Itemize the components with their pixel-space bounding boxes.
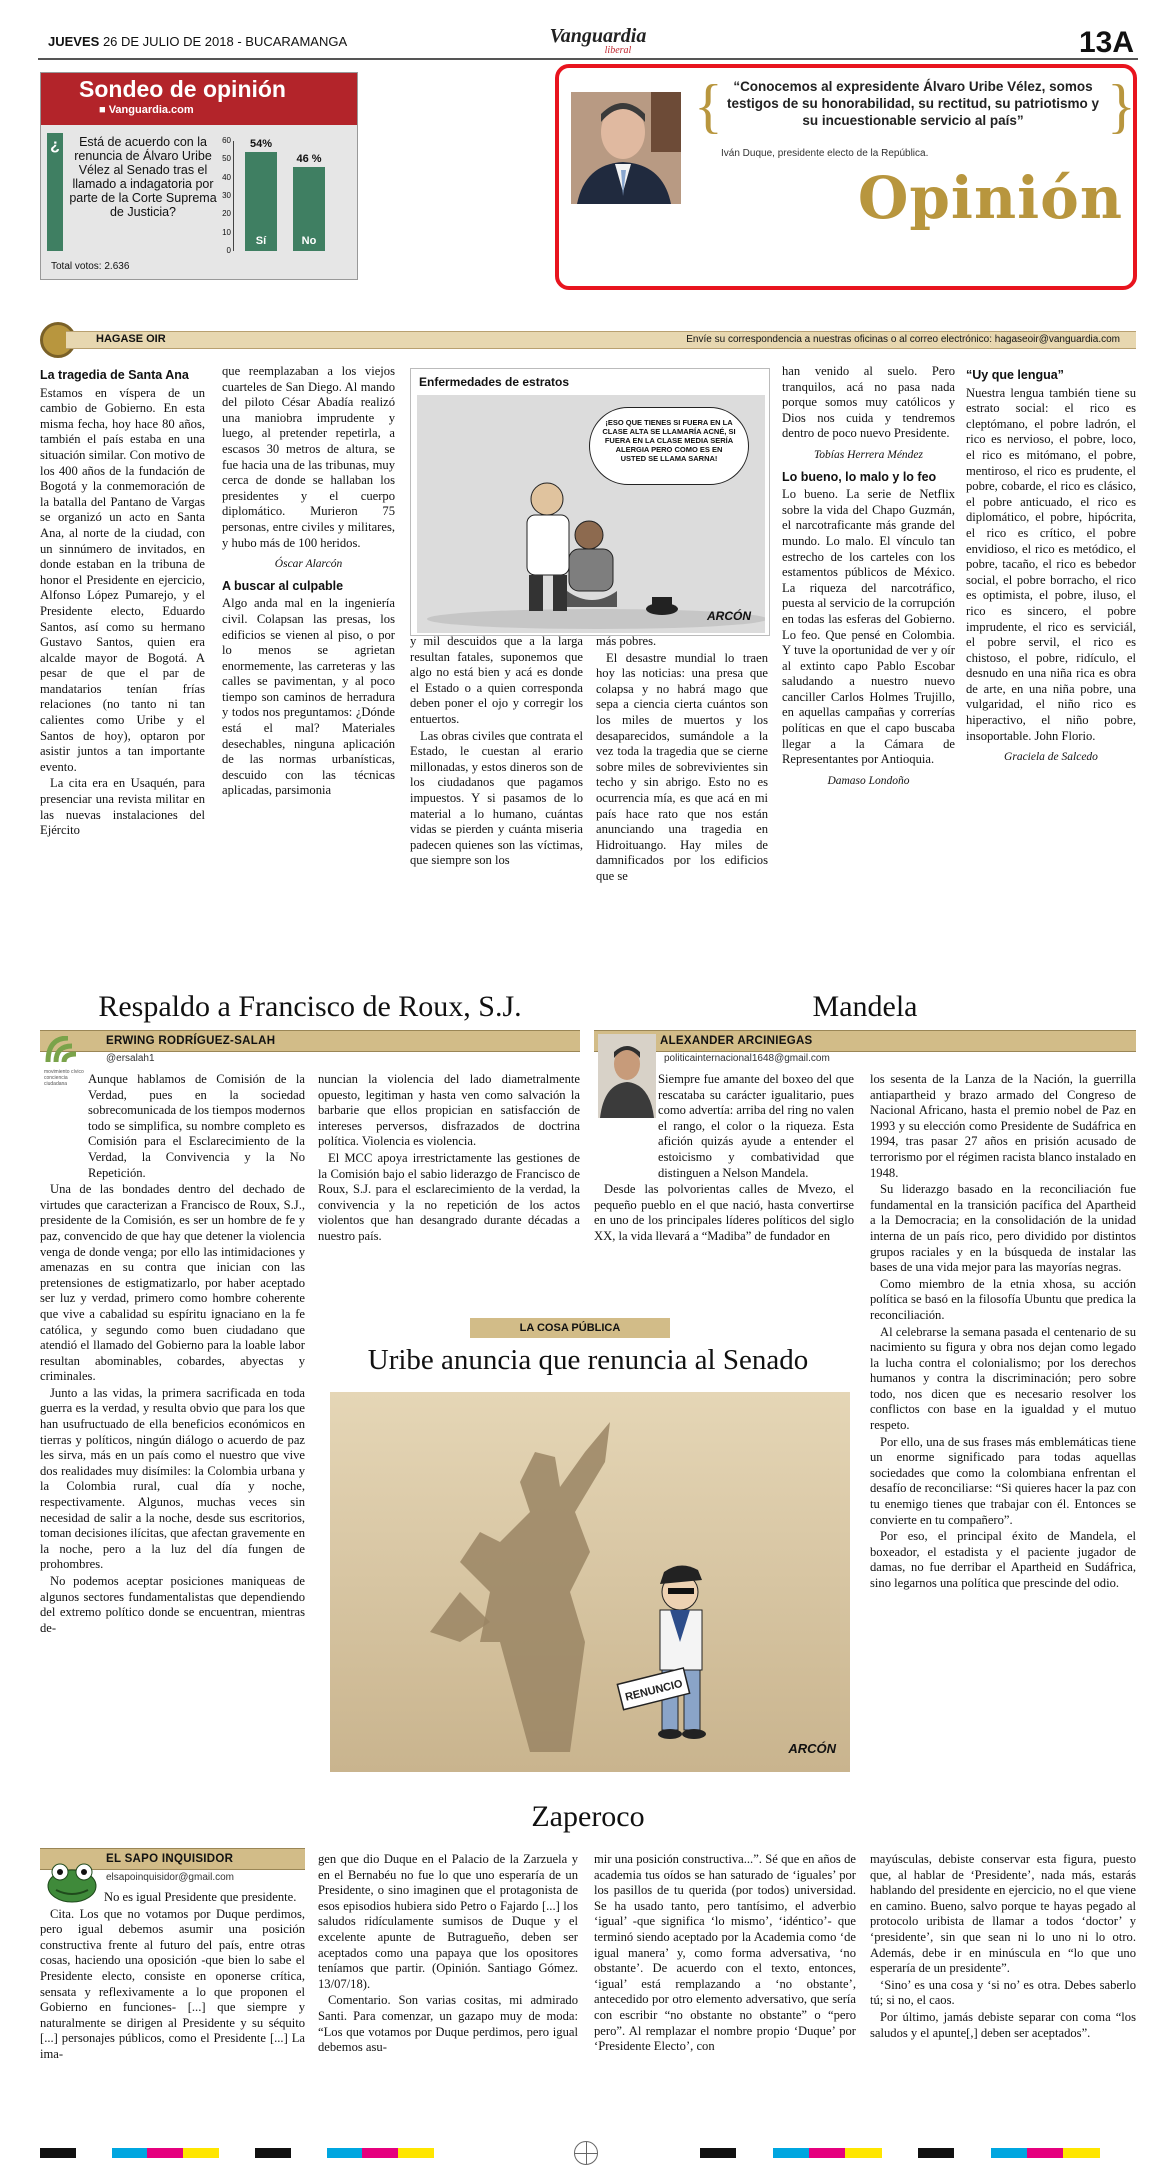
brand-subtitle: liberal bbox=[604, 45, 632, 56]
section-title: Opinión bbox=[857, 164, 1123, 232]
roux-paragraph: No podemos aceptar posiciones maniqueas de algunos sectores fundamentalistas que dependiendo del extremo político donde se encuentran, mientras de- bbox=[40, 1574, 305, 1635]
mandela-paragraph: Como miembro de la etnia xhosa, su acción política se basó en la filosofía Ubuntu que predica la reconciliación. bbox=[870, 1276, 1136, 1322]
duque-photo bbox=[571, 92, 681, 204]
letter-paragraph: El desastre mundial lo traen hoy las noticias: una presa que colapsa y no habrá mago que sepa a ciencia cierta cuántos son los miles de muertos y los desaparecidos, sumándole a la vez toda la tragedia que se cierne sobre miles de sobrevivientes sin techo y sin abrigo. Esto no es ocurrencia mía, es que acá en mi país hace rato que nos están anunciando una tragedia en Hidroituango. Hay miles de damnificados por los edificios que se bbox=[596, 650, 768, 883]
mandela-email: politicainternacional1648@gmail.com bbox=[664, 1053, 830, 1064]
y-tick-label: 10 bbox=[222, 227, 231, 237]
y-tick-label: 60 bbox=[222, 136, 231, 145]
letter-title: “Uy que lengua” bbox=[966, 368, 1064, 382]
zaperoco-paragraph: Cita. Los que no votamos por Duque perdimos, pero igual debemos asumir una posición constructiva frente al futuro del país, entre otras cosas, haciendo una oposición -que bien lo sabe el Presidente electo, consiste en oponerse crítica, sensata y reflexivamente a lo que proponen el Gobierno en funciones- [...] que siempre y naturalmente se dirigen al Presidente y su séquito [...] personajes públicos, como el Presidente [...] La ima- bbox=[40, 1906, 305, 2061]
color-bar-left bbox=[40, 2148, 470, 2158]
portrait-illustration bbox=[571, 92, 681, 204]
hagase-oir-info: Envíe su correspondencia a nuestras oficinas o al correo electrónico: hagaseoir@vanguardia.com bbox=[686, 334, 1120, 345]
letters-col-3 bbox=[410, 634, 583, 984]
cartoon-stratos bbox=[410, 368, 770, 636]
letter-paragraph: han venido al suelo. Pero tranquilos, acá no pasa nada porque somos muy católicos y Dios nos cuida y tendremos dentro de poco nuevo Presidente. bbox=[782, 364, 955, 441]
y-tick-label: 50 bbox=[222, 154, 231, 164]
bar-value-label: 54% bbox=[249, 138, 273, 150]
hagase-oir-label: HAGASE OIR bbox=[96, 333, 166, 345]
y-tick-label: 30 bbox=[222, 191, 231, 200]
roux-author: ERWING RODRÍGUEZ-SALAH bbox=[106, 1035, 276, 1047]
mandela-paragraph: Por eso, el principal éxito de Mandela, el boxeador, el estadista y el paciente jugador de damas, no fue derribar el Apartheid en Sudáfrica, sino legarnos una política que prescinde del odio. bbox=[870, 1529, 1136, 1590]
poll-box bbox=[40, 72, 358, 280]
quote-box bbox=[555, 64, 1137, 290]
zaperoco-author: EL SAPO INQUISIDOR bbox=[106, 1853, 234, 1865]
poll-title: Sondeo de opinión bbox=[79, 76, 286, 102]
mandela-col-1 bbox=[594, 1072, 854, 1307]
zaperoco-col-3 bbox=[594, 1852, 856, 2130]
letter-signature: Graciela de Salcedo bbox=[1004, 751, 1098, 764]
cartoonist-signature-2: ARCÓN bbox=[788, 1741, 836, 1756]
zaperoco-email: elsapoinquisidor@gmail.com bbox=[106, 1872, 234, 1883]
mandela-paragraph: Por ello, una de sus frases más emblemáticas tiene un enorme significado para todas aquellas sociedades que como la colombiana enfrentan el desafío de reconciliarse: “Si quieres hacer la paz con tu enemigo tienes que trabajar con él. Entonces se convierte en tu compañero”. bbox=[870, 1434, 1136, 1527]
bar-value-label: 46 % bbox=[296, 152, 322, 165]
zaperoco-paragraph: gen que dio Duque en el Palacio de la Zarzuela y en el Bernabéu no fue lo que uno esperaría de un Presidente, o sino imaginen que el protagonista de esos episodios hubiera sido Petro o Fajardo [...] los saludos ridículamente sumisos de Duque y el excelente apunte de Butragueño, deben ser aceptados como una papaya que los opositores teníamos que partir. (Opinión. Santiago Gómez. 13/07/18). bbox=[318, 1852, 578, 1991]
letters-col-1 bbox=[40, 364, 205, 984]
bar-category-label: No bbox=[301, 235, 317, 247]
roux-author-bar bbox=[40, 1030, 580, 1052]
roux-col-1 bbox=[40, 1072, 305, 1782]
poll-header bbox=[41, 73, 357, 125]
zaperoco-col-4 bbox=[870, 1852, 1136, 2130]
roux-paragraph: Una de las bondades dentro del dechado de virtudes que caracterizan a Francisco de Roux, S.J., presidente de la Comisión, es ser un hombre de fe y paz, convencido de que hay que detener la violencia venga de donde venga; por ello las intimidaciones y amenazas en su contra que inician con las pretensiones de estigmatizarlo, por haber aceptado ser luz y verdad, primero como hombre coherente que vive a cabalidad su espíritu ignaciano en la fe católica, y segundo como buen ciudadano que atendió el llamado del Gobierno para la loable labor resultan abominables, cobardes, abyectas y criminales. bbox=[40, 1182, 305, 1384]
roux-paragraph: Aunque hablamos de Comisión de la Verdad, pues en la sociedad sobrecomunicada de los tiempos modernos todo se simplifica, su nombre completo es Comisión para el Esclarecimiento de la Verdad, la Convivencia y la No Repetición. bbox=[88, 1072, 305, 1180]
renuncio-sign: RENUNCIO bbox=[624, 1677, 684, 1704]
color-bar-right bbox=[700, 2148, 1136, 2158]
mandela-paragraph: Desde las polvorientas calles de Mvezo, el pequeño pueblo en el que nació, hasta convertirse en uno de los principales líderes políticos del siglo XX, la vida llevará a “Madiba” de fundador en bbox=[594, 1182, 854, 1243]
mandela-author: ALEXANDER ARCINIEGAS bbox=[660, 1035, 813, 1047]
letter-paragraph: Algo anda mal en la ingeniería civil. Colapsan las presas, los edificios se vienen al piso, o por lo menos se agrietan enormemente, las carreteras y las calles se pavimentan, y al poco tiempo son caminos de herradura y todos nos preguntamos: ¿Dónde está el mal? Materiales desechables, ninguna aplicación de las normas urbanísticas, descuido con las técnicas aplicadas, parsimonia bbox=[222, 596, 395, 798]
mcc-logo bbox=[44, 1036, 84, 1087]
y-tick-label: 0 bbox=[226, 246, 231, 255]
letter-paragraph: más pobres. bbox=[596, 634, 657, 648]
y-tick-label: 40 bbox=[222, 172, 231, 182]
mandela-author-bar bbox=[594, 1030, 1136, 1052]
brace-left: { bbox=[694, 73, 723, 139]
page-header bbox=[38, 26, 1138, 60]
letter-title: Lo bueno, lo malo y lo feo bbox=[782, 469, 937, 484]
letter-signature: Tobías Herrera Méndez bbox=[813, 448, 924, 461]
letters-col-4 bbox=[596, 634, 768, 984]
zaperoco-paragraph: mir una posición constructiva...”. Sé que en años de academia tus oídos se han saturado de ‘iguales’ por los pasillos de tu querida (por todos) universidad. Se ha usado tanto, pero tantísimo, el adverbio ‘igual’ -que significa ‘lo mismo’, ‘idéntico’- que terminó siendo aceptado por la Academia como ‘de igual manera’ y, como forma adversativa, ‘no obstante’. De acuerdo con el texto, entonces, ‘igual’ está remplazando a ‘no obstante’, antecedido por otro elemento adversativo, que sería con escribir “no obstante no obstante” o “pero pero”. Al remplazar el nombre propio ‘Duque’ por ‘Presidente Electo’, con bbox=[594, 1852, 856, 2054]
roux-paragraph: El MCC apoya irrestrictamente las gestiones de la Comisión bajo el sabio liderazgo de Francisco de Roux, S.J. para el esclarecimiento de la verdad, la convivencia y la no repetición de los actos violentos que han desangrado durante décadas a nuestro país. bbox=[318, 1150, 580, 1243]
brace-right: } bbox=[1107, 73, 1136, 139]
y-axis bbox=[233, 141, 234, 251]
letters-col-6 bbox=[966, 364, 1136, 984]
mcc-logo-caption: movimiento cívico conciencia ciudadana bbox=[44, 1069, 84, 1087]
cosa-publica-label-bar bbox=[470, 1318, 670, 1338]
renuncio-cartoon-illustration bbox=[330, 1392, 850, 1772]
letter-title: A buscar al culpable bbox=[222, 578, 344, 593]
letter-paragraph: y mil descuidos que a la larga resultan fatales, suponemos que algo no está bien y acá es donde el Estado o a quien corresponda deben poner el ojo y corregir los entuertos. bbox=[410, 634, 583, 726]
letter-signature: Óscar Alarcón bbox=[274, 558, 343, 571]
cartoon-illustration bbox=[417, 459, 765, 629]
zaperoco-paragraph: Comentario. Son varias cositas, mi admirado Santi. Para comenzar, un gazapo muy de moda: “Los que votamos por Duque perdimos, pero igual debemos asu- bbox=[318, 1993, 578, 2055]
mandela-paragraph: los sesenta de la Lanza de la Nación, la guerrilla antiapartheid y brazo armado del Congreso de Nacional Africano, hasta el premio nobel de Paz en 1993 y su elección como Presidente de Sudáfrica en 1994, tras pasar 27 años en prisión acusado de terrorismo por el régimen racista blanco instalado en 1948. bbox=[870, 1072, 1136, 1180]
zaperoco-col-1 bbox=[40, 1890, 305, 2130]
quote-attribution: Iván Duque, presidente electo de la República. bbox=[721, 148, 929, 159]
poll-question: Está de acuerdo con la renuncia de Álvaro Uribe Vélez al Senado tras el llamado a indagatoria por parte de la Corte Suprema de Justicia? bbox=[69, 135, 217, 219]
zaperoco-paragraph: ‘Sino’ es una cosa y ‘si no’ es otra. Debes saberlo tú; si no, el caos. bbox=[870, 1977, 1136, 2008]
letter-paragraph: Las obras civiles que contrata el Estado, le cuestan al erario millonadas, y estos dineros son de los ciudadanos que pagamos impuestos. Y si pasamos de lo material a lo humano, cuántas vidas se pierden y cuánta miseria padecen quienes son las víctimas, que siempre son los bbox=[410, 728, 583, 868]
roux-paragraph: nuncian la violencia del lado diametralmente opuesto, legitiman y hasta ven como salvación la barbarie que ellos propician en satisfacción de intereses perversos, disfrazados de doctrina política. Violencia es violencia. bbox=[318, 1072, 580, 1149]
roux-paragraph: Junto a las vidas, la primera sacrificada en toda guerra es la verdad, y resulta obvio que para los que han usufructuado de ella beneficios económicos en tierras y políticos, ningún diálogo o acuerdo de paz les sirva, más en un país como el nuestro que vive dos realidades muy disímiles: la Colombia urbana y la Colombia rural, cual día y noche, respectivamente. Algunos, muchas veces sin necesidad de salir a la noche, desde sus escritorios, toman decisiones ilícitas, que afectan gravemente en la noche, pero a la luz del día fungen de prohombres. bbox=[40, 1385, 305, 1572]
letter-title: La tragedia de Santa Ana bbox=[40, 368, 189, 382]
letters-col-2 bbox=[222, 364, 395, 984]
poll-source: ■ Vanguardia.com bbox=[99, 104, 194, 116]
poll-total: Total votos: 2.636 bbox=[51, 261, 130, 272]
letters-col-5 bbox=[782, 364, 955, 984]
bars bbox=[237, 138, 347, 251]
question-mark-icon: ¿ bbox=[47, 133, 63, 251]
brand-logo bbox=[528, 26, 668, 56]
mandela-paragraph: Siempre fue amante del boxeo del que rescataba su carácter igualitario, pues como advertía: arriba del ring no valen el rango, el color o la riqueza. Esta afición quizás ayude a entender el estoicismo y combatividad que distinguen a Nelson Mandela. bbox=[658, 1072, 854, 1180]
mandela-paragraph: Al celebrarse la semana pasada el centenario de su nacimiento su figura y obra nos dejan como legado la lucha contra el colonialismo; por los derechos humanos y contra la discriminación; pero sobre todo, nos dicen que es necesario resolver los conflictos con base en la igualdad y el mutuo respeto. bbox=[870, 1324, 1136, 1433]
mcc-logo-icon bbox=[44, 1036, 84, 1064]
hagase-oir-bar bbox=[40, 322, 1136, 358]
brand-name: Vanguardia bbox=[549, 25, 647, 47]
letter-paragraph: Estamos en víspera de un cambio de Gobierno. En esta misma fecha, hoy hace 80 años, también el país estaba en una situación similar. Con motivo de los 400 años de la fundación de Bogotá y la conmemoración de la batalla del Pantano de Vargas se organizó un acto en Santa Ana, al norte de la ciudad, con un sinnúmero de invitados, en donde estaban en la tribuna de honor el Presidente en ejercicio, Alfonso López Pumarejo, y el Presidente electo, Eduardo Santos, así como su hermano Gustavo Santos, quien era alcalde mayor de Bogotá. A pesar de que el par de mandatarios tenían frías relaciones (no tanto ni tan calientes como Uribe y el Santos de hoy), optaron por asistir juntos a tan importante evento. bbox=[40, 385, 205, 774]
poll-chart bbox=[219, 135, 349, 261]
mandela-col-2 bbox=[870, 1072, 1136, 1782]
header-date: JUEVES 26 DE JULIO DE 2018 - BUCARAMANGA bbox=[48, 34, 348, 49]
zaperoco-paragraph: mayúsculas, debiste conservar esta figura, puesto que, al hablar de ‘Presidente’, nada más, estarás hablando del presidente en ejercicio, no el que viene en camino. Bueno, salvo porque te hayas pegado al protocolo uribista de llamar a todos ‘doctor’ y ‘presidente’, sin que sean ni lo uno ni lo otro. Además, debe ir en minúscula en “lo que uno esperaría de un presidente”. bbox=[870, 1852, 1136, 1976]
cosa-publica-cartoon bbox=[330, 1392, 850, 1772]
bar-category-label: Sí bbox=[255, 235, 267, 247]
cosa-publica-headline: Uribe anuncia que renuncia al Senado bbox=[367, 1344, 809, 1376]
roux-headline: Respaldo a Francisco de Roux, S.J. bbox=[98, 990, 522, 1023]
letter-signature: Damaso Londoño bbox=[827, 774, 910, 787]
mandela-paragraph: Su liderazgo basado en la reconciliación fue fundamental en la transición pacífica del Apartheid a la Democracia; en la consolidación de la unidad interna de un país rico, pero dividido por distintos grupos raciales y en la búsqueda de instalar las bases de una vida mejor para las mayorías negras. bbox=[870, 1182, 1136, 1275]
zaperoco-col-2 bbox=[318, 1852, 578, 2130]
speech-bubble: ¡ESO QUE TIENES SI FUERA EN LA CLASE ALTA SE LLAMARÍA ACNÉ, SI FUERA EN LA CLASE MEDIA SERÍA ALERGIA PERO COMO ES EN USTED SE LLAMA SARNA! bbox=[589, 407, 749, 485]
letter-paragraph: La cita era en Usaquén, para presenciar una revista militar en las nuevas instalaciones del Ejército bbox=[40, 776, 205, 838]
cartoonist-signature: ARCÓN bbox=[707, 609, 751, 623]
page-number: 13A bbox=[1078, 26, 1134, 59]
cartoon-title: Enfermedades de estratos bbox=[419, 375, 570, 389]
registration-mark bbox=[574, 2141, 598, 2165]
mandela-headline: Mandela bbox=[812, 990, 918, 1023]
zaperoco-paragraph: No es igual Presidente que presidente. bbox=[104, 1890, 297, 1904]
quote-text: “Conocemos al expresidente Álvaro Uribe Vélez, somos testigos de su honorabilidad, su rectitud, su patriotismo y su incuestionable servicio al país” bbox=[726, 79, 1100, 128]
letter-paragraph: que reemplazaban a los viejos cuarteles de San Diego. Al mando del piloto César Abadía realizó una maniobra imprudente y luego, al pretender repetirla, a escasos 30 metros de altura, se fue hacia una de las tribunas, muy cerca de donde se hallaban los presidentes y el cuerpo diplomático. Murieron 75 personas, entre civiles y militares, y hubo más de 100 heridos. bbox=[222, 364, 395, 550]
roux-email: @ersalah1 bbox=[106, 1053, 155, 1064]
roux-col-2 bbox=[318, 1072, 580, 1312]
cosa-publica-label: LA COSA PÚBLICA bbox=[519, 1322, 621, 1334]
y-tick-label: 20 bbox=[222, 209, 231, 219]
zaperoco-paragraph: Por último, jamás debiste separar con coma “los saludos y el apunte[,] deben ser aceptados”. bbox=[870, 2009, 1136, 2040]
zaperoco-headline: Zaperoco bbox=[531, 1800, 645, 1833]
letter-paragraph: Nuestra lengua también tiene su estrato social: el rico es cleptómano, el pobre ladrón, el rico es nervioso, el pobre, loco, el rico es mitómano, el pobre, mentiroso, el rico es prudente, el pobre, cobarde, el rico es clásico, el pobre anticuado, el rico es diplomático, el pobre, hipócrita, el rico es crítico, el pobre envidioso, el rico es metódico, el pobre, tacaño, el rico es bebedor social, el pobre borracho, el rico es optimista, el pobre, iluso, el rico es sincero, el pobre imprudente, el rico es serviciál, el pobre servil, el rico es chistoso, el pobre, ridículo, el desnudo en una niña rica es obra de arte, en una niña pobre, una vulgaridad, el niño rico es hiperactivo, el niño pobre, insoportable. John Florio. bbox=[966, 385, 1136, 743]
letter-paragraph: Lo bueno. La serie de Netflix sobre la vida del Chapo Guzmán, el narcotraficante más grande del mundo. Lo malo. El vínculo tan estrecho de los carteles con los estamentos públicos de México. La riqueza del narcotráfico, puesta al servicio de la corrupción en todas las esferas del Gobierno. Lo feo. Que pensé en Colombia. Y tuve la oportunidad de ver y oír al extinto capo Pablo Escobar saludando a nuestro nuevo canciller Carlos Holmes Trujillo, en aquellas campañas y correrías políticas en que el capo buscaba llegar a la Cámara de Representantes por Antioquia. bbox=[782, 487, 955, 767]
